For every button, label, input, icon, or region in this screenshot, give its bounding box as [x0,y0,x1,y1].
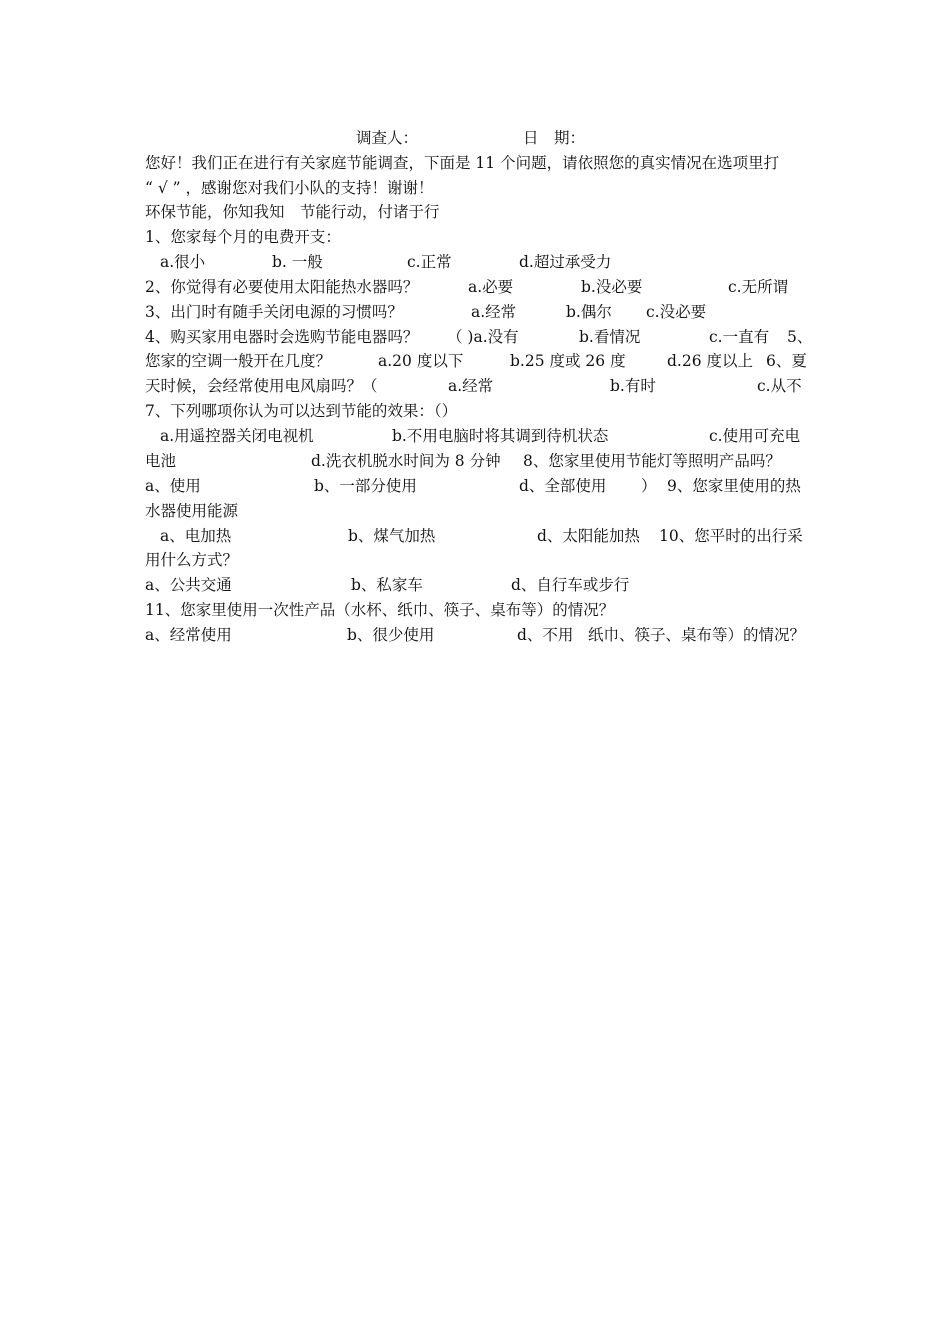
q1-option-a: a.很小 [160,253,206,271]
q11-option-d: d、不用 [517,626,574,644]
question-5-start: 5、 [787,328,813,346]
q1-option-c: c.正常 [407,253,452,271]
q8-option-d: d、全部使用 [519,477,607,495]
q2-option-b: b.没必要 [581,278,643,296]
question-9-start: 9、您家里使用的热 [667,477,801,495]
q8-option-a: a、使用 [145,477,201,495]
question-10-start: 10、您平时的出行采 [659,527,803,545]
q7-option-d: d.洗衣机脱水时间为 8 分钟 [311,452,501,470]
q7-option-c-cont: 电池 [145,452,177,470]
question-4: 4、购买家用电器时会选购节能电器吗？ [145,328,419,346]
question-5: 您家的空调一般开在几度？ [145,352,332,370]
q3-option-c: c.没必要 [646,303,707,321]
q4-option-b: b.看情况 [579,328,641,346]
question-9: 水器使用能源 [145,502,239,520]
q4-option-c: c.一直有 [709,328,770,346]
q6-option-b: b.有时 [610,377,656,395]
date-label: 日 期： [523,129,586,147]
slogan: 环保节能，你知我知 节能行动，付诸于行 [145,203,440,221]
q11-option-a: a、经常使用 [145,626,232,644]
q3-option-a: a.经常 [471,303,517,321]
question-6-start: 6、夏 [766,352,807,370]
q3-option-b: b.偶尔 [566,303,612,321]
intro-line-1: 您好！我们正在进行有关家庭节能调查，下面是 11 个问题，请依照您的真实情况在选项里打 [145,154,780,172]
question-8: 8、您家里使用节能灯等照明产品吗？ [523,452,781,470]
q7-option-a: a.用遥控器关闭电视机 [160,427,314,445]
question-6: 天时候，会经常使用电风扇吗？（ [145,377,378,395]
q10-option-d: d、自行车或步行 [511,576,630,594]
question-11: 11、您家里使用一次性产品（水杯、纸巾、筷子、桌布等）的情况？ [145,601,615,619]
q8-close-paren: ） [641,477,657,495]
q11-trailing-text: 纸巾、筷子、桌布等）的情况？ [588,626,806,644]
q7-option-c: c.使用可充电 [709,427,801,445]
q5-option-d: d.26 度以上 [667,352,753,370]
q10-option-a: a、公共交通 [145,576,232,594]
q7-option-b: b.不用电脑时将其调到待机状态 [392,427,609,445]
q8-option-b: b、一部分使用 [314,477,417,495]
q2-option-a: a.必要 [468,278,514,296]
question-1: 1、您家每个月的电费开支： [145,228,341,246]
q10-option-b: b、私家车 [351,576,423,594]
q6-option-a: a.经常 [448,377,494,395]
q9-option-b: b、煤气加热 [348,527,436,545]
q11-option-b: b、很少使用 [347,626,435,644]
q1-option-d: d.超过承受力 [519,253,612,271]
q9-option-a: a、电加热 [160,527,232,545]
question-3: 3、出门时有随手关闭电源的习惯吗？ [145,303,403,321]
investigator-label: 调查人： [356,129,419,147]
q6-option-c: c.从不 [757,377,802,395]
q1-option-b: b. 一般 [272,253,323,271]
q5-option-b: b.25 度或 26 度 [510,352,626,370]
question-7: 7、下列哪项你认为可以达到节能的效果：（） [145,402,458,420]
intro-line-2: “ √ ” ，感谢您对我们小队的支持！谢谢！ [145,179,434,197]
q9-option-d: d、太阳能加热 [537,527,640,545]
q2-option-c: c.无所谓 [728,278,789,296]
question-10: 用什么方式？ [145,551,239,569]
question-2: 2、你觉得有必要使用太阳能热水器吗？ [145,278,419,296]
q5-option-a: a.20 度以下 [378,352,464,370]
q4-option-a: （ )a.没有 [447,328,519,346]
